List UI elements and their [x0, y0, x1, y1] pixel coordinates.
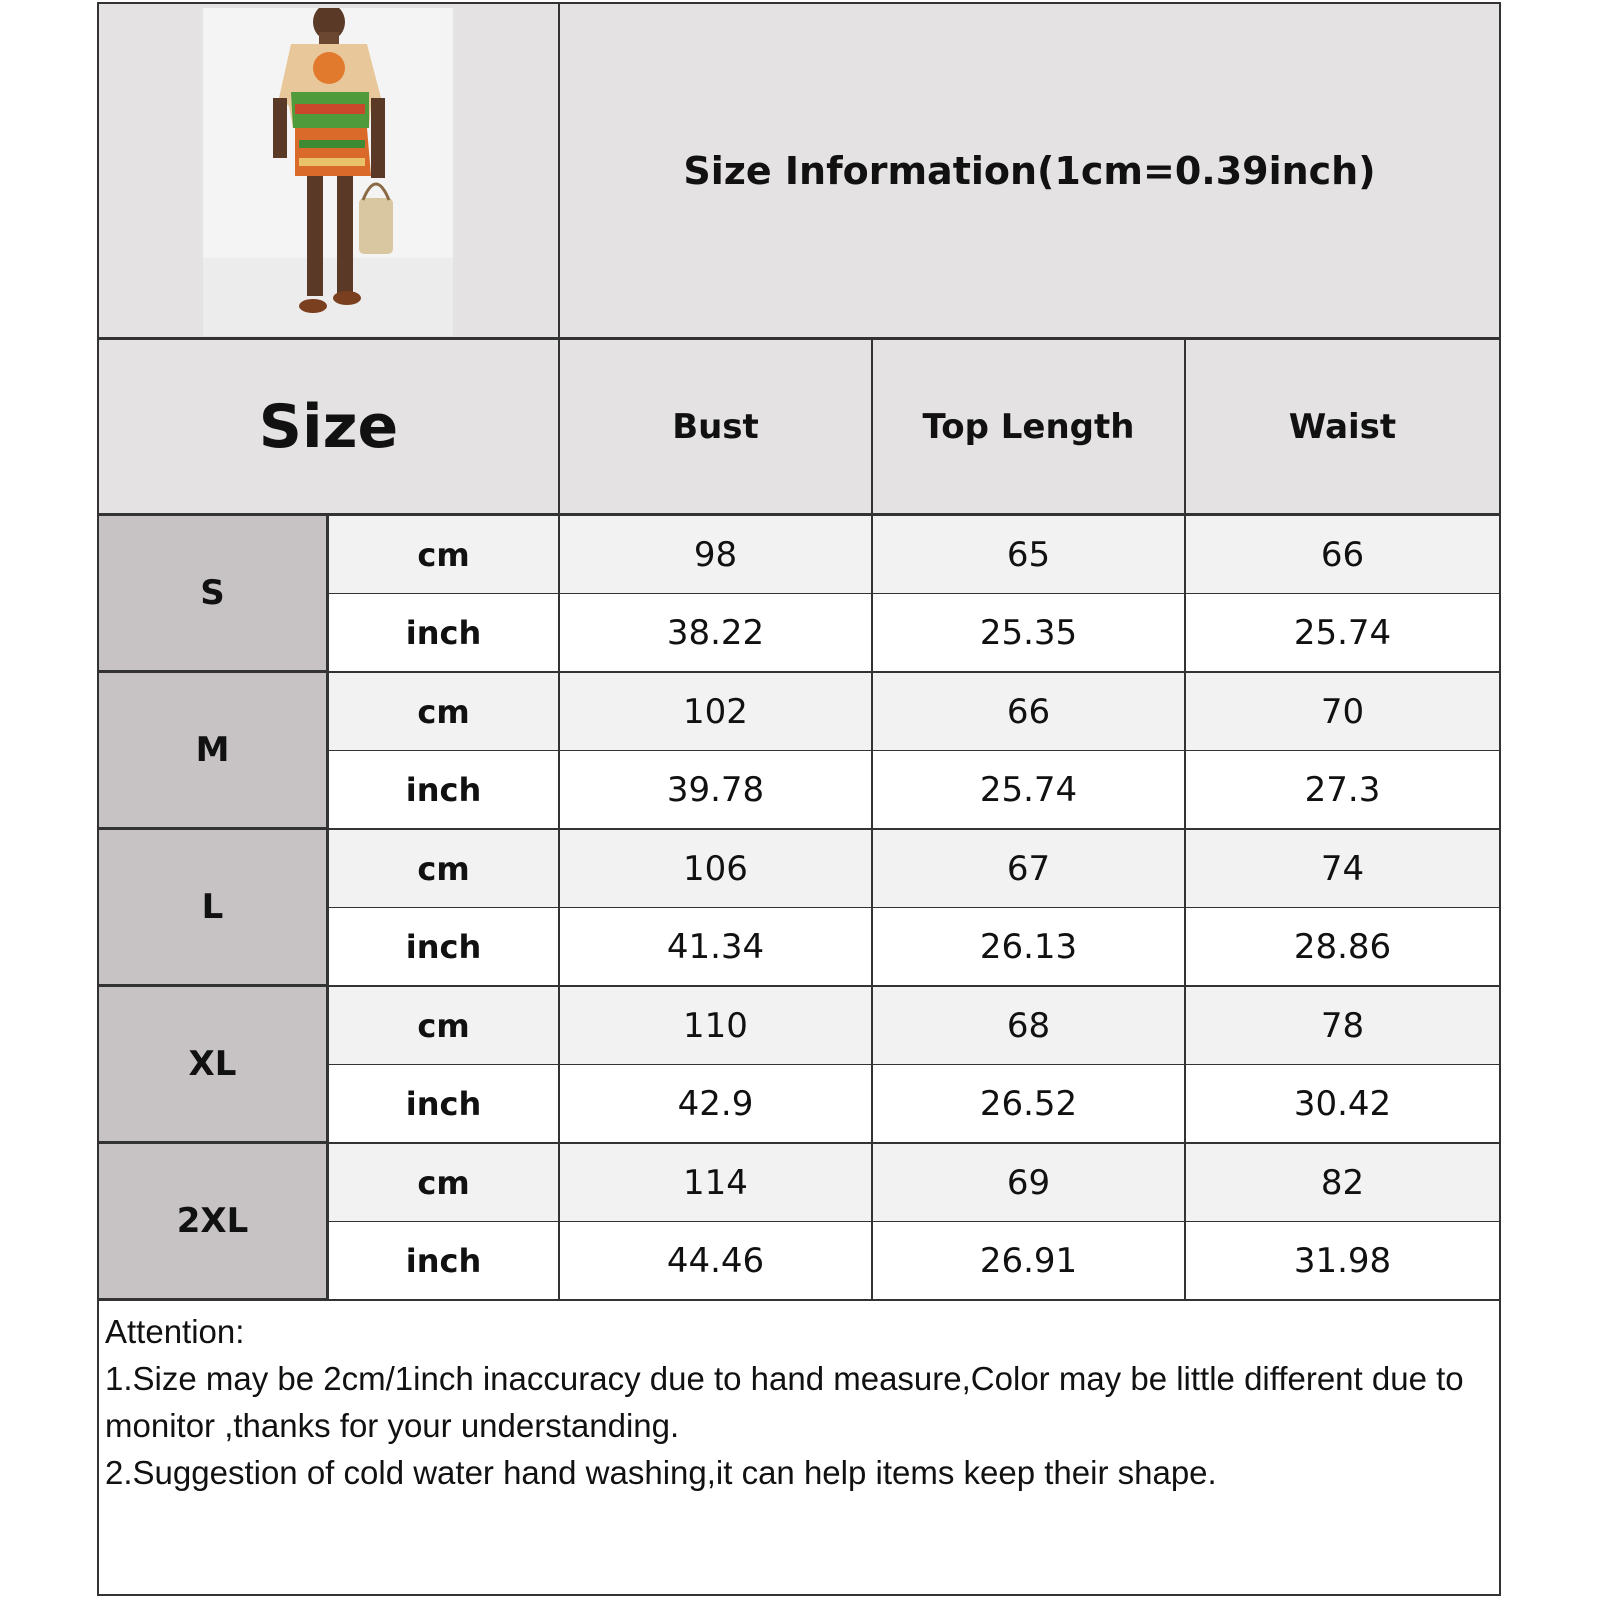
table-row: [329, 1065, 1499, 1144]
attention-heading: Attention:: [105, 1313, 245, 1350]
waist-value: 31.98: [1186, 1222, 1499, 1301]
unit-label: inch: [329, 1065, 560, 1144]
unit-label: cm: [329, 987, 560, 1066]
table-row: [329, 987, 1499, 1066]
unit-label: cm: [329, 830, 560, 909]
bust-value: 98: [560, 516, 873, 595]
top-length-value: 65: [873, 516, 1186, 595]
size-chart-sheet: [97, 2, 1501, 1596]
bust-value: 38.22: [560, 594, 873, 673]
unit-label: cm: [329, 673, 560, 752]
waist-value: 30.42: [1186, 1065, 1499, 1144]
attention-notes: [105, 1308, 1485, 1496]
waist-value: 74: [1186, 830, 1499, 909]
attention-note-1: 1.Size may be 2cm/1inch inaccuracy due to hand measure,Color may be little different due to monitor ,thanks for your understanding.: [105, 1360, 1464, 1444]
table-row: [329, 908, 1499, 987]
unit-label: inch: [329, 908, 560, 987]
size-label-xl: XL: [99, 987, 329, 1144]
waist-value: 82: [1186, 1144, 1499, 1223]
waist-value: 27.3: [1186, 751, 1499, 830]
table-row: [329, 830, 1499, 909]
waist-value: 28.86: [1186, 908, 1499, 987]
top-length-value: 25.74: [873, 751, 1186, 830]
bust-value: 39.78: [560, 751, 873, 830]
unit-label: cm: [329, 1144, 560, 1223]
bust-value: 110: [560, 987, 873, 1066]
unit-label: cm: [329, 516, 560, 595]
waist-value: 25.74: [1186, 594, 1499, 673]
size-heading: Size: [258, 391, 399, 462]
waist-value: 66: [1186, 516, 1499, 595]
unit-label: inch: [329, 751, 560, 830]
table-row: [329, 1222, 1499, 1301]
bust-value: 44.46: [560, 1222, 873, 1301]
table-row: [329, 673, 1499, 752]
unit-label: inch: [329, 1222, 560, 1301]
table-row: [329, 516, 1499, 595]
column-header-top-length: Top Length: [873, 340, 1186, 516]
table-row: [329, 594, 1499, 673]
bust-value: 106: [560, 830, 873, 909]
top-length-value: 68: [873, 987, 1186, 1066]
size-label-m: M: [99, 673, 329, 830]
top-length-value: 67: [873, 830, 1186, 909]
waist-value: 78: [1186, 987, 1499, 1066]
top-length-value: 26.91: [873, 1222, 1186, 1301]
bust-value: 41.34: [560, 908, 873, 987]
waist-value: 70: [1186, 673, 1499, 752]
top-length-value: 66: [873, 673, 1186, 752]
bust-value: 114: [560, 1144, 873, 1223]
table-row: [329, 751, 1499, 830]
column-header-bust: Bust: [560, 340, 873, 516]
bust-value: 102: [560, 673, 873, 752]
column-header-waist: Waist: [1186, 340, 1499, 516]
page-title: Size Information(1cm=0.39inch): [683, 148, 1376, 193]
size-label-s: S: [99, 516, 329, 673]
top-length-value: 26.13: [873, 908, 1186, 987]
table-row: [329, 1144, 1499, 1223]
size-header-cell: [99, 340, 560, 516]
size-label-2xl: 2XL: [99, 1144, 329, 1301]
top-length-value: 69: [873, 1144, 1186, 1223]
product-photo: [203, 8, 453, 336]
bust-value: 42.9: [560, 1065, 873, 1144]
title-cell: [560, 4, 1499, 340]
attention-note-2: 2.Suggestion of cold water hand washing,it can help items keep their shape.: [105, 1454, 1217, 1491]
top-length-value: 26.52: [873, 1065, 1186, 1144]
product-photo-cell: [99, 4, 560, 340]
top-length-value: 25.35: [873, 594, 1186, 673]
unit-label: inch: [329, 594, 560, 673]
size-label-l: L: [99, 830, 329, 987]
